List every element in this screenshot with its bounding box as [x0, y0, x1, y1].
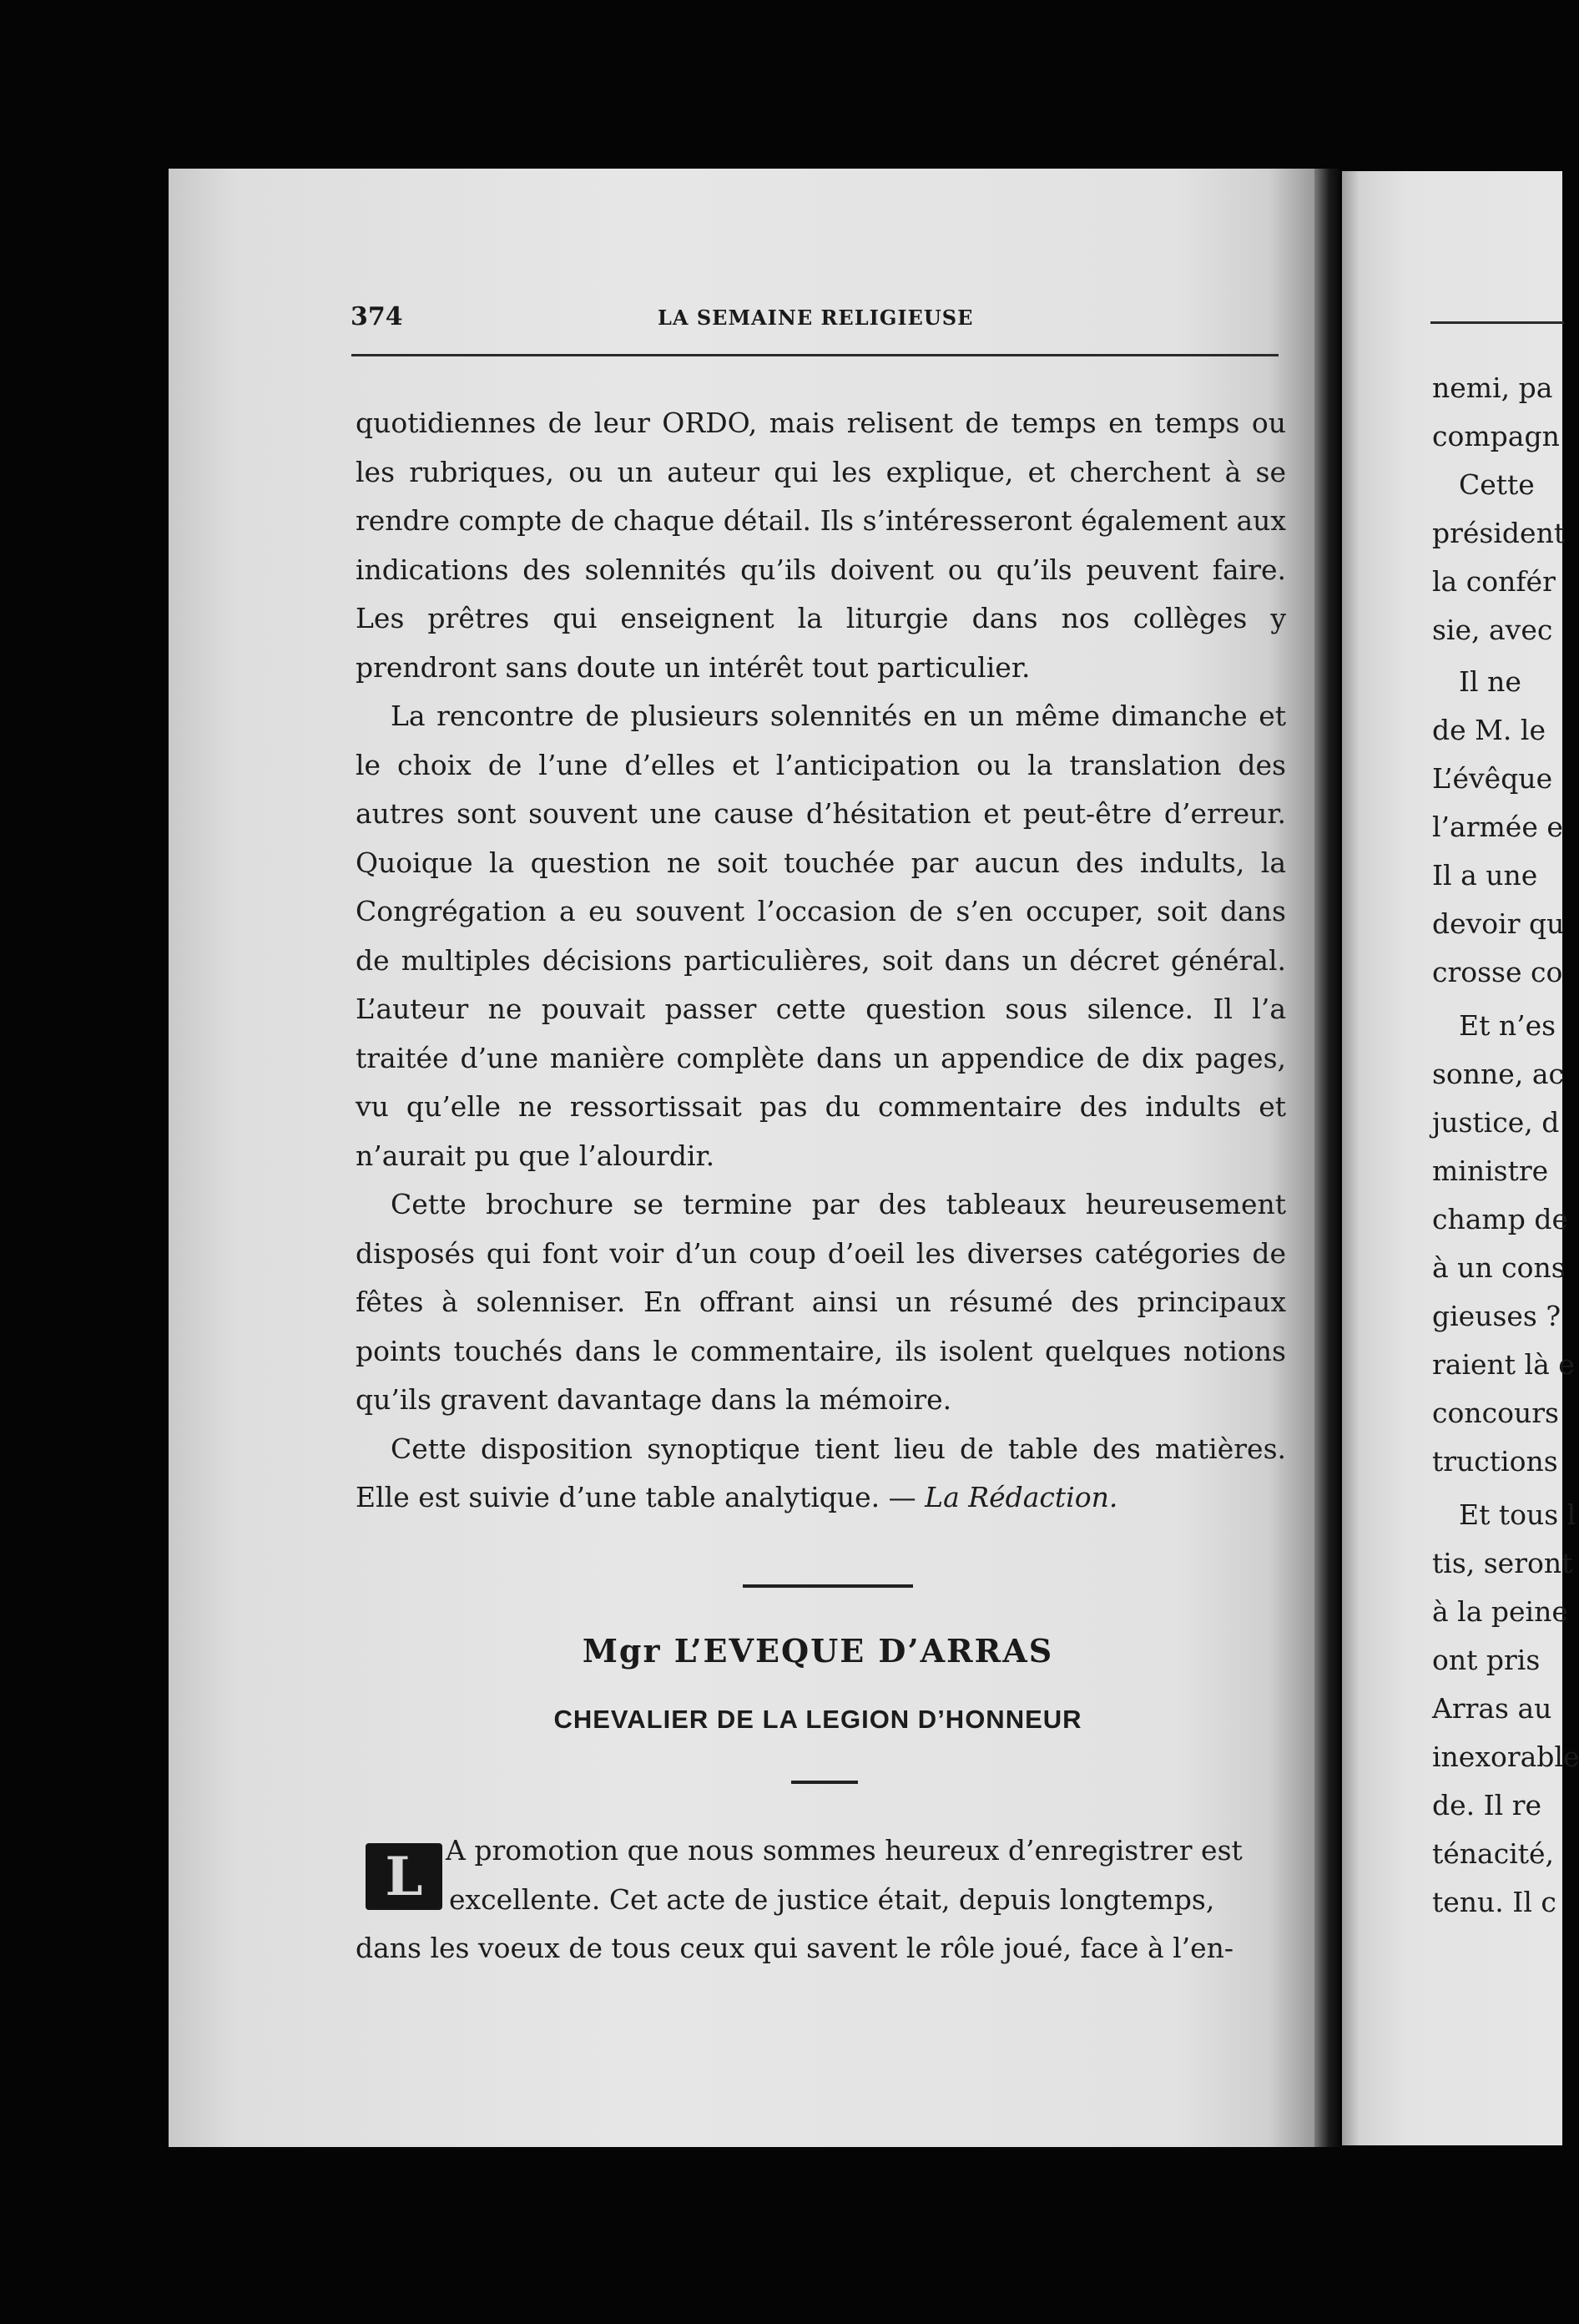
page-number: 374 [351, 302, 403, 331]
right-page-line: Il a une [1432, 859, 1538, 892]
right-page-line: devoir qu [1432, 907, 1565, 940]
right-page-line: crosse co [1432, 956, 1563, 988]
article-line-2: excellente. Cet acte de justice était, depuis longtemps, [449, 1882, 1215, 1916]
article-title: Mgr L’EVEQUE D’ARRAS [582, 1632, 1054, 1670]
article-opening [356, 1826, 1286, 1973]
paragraph-3: Cette brochure se termine par des tableaux heureusement disposés qui font voir d’un coup d’oeil les diverses catégories de fêtes à solenniser. En offrant ainsi un résumé des principaux points touchés dans le commentaire, ils isolent quelques notions qu’ils gravent davantage dans la mémoire. [356, 1188, 1286, 1416]
right-page-line: de. Il re [1432, 1789, 1542, 1821]
right-page-line: Il ne [1459, 665, 1521, 698]
right-page-line: tenu. Il c [1432, 1886, 1556, 1918]
right-page-line: à la peine [1432, 1595, 1568, 1628]
right-page-line: nemi, pa [1432, 371, 1553, 404]
right-page-line: l’armée e [1432, 811, 1563, 843]
right-page [1342, 171, 1579, 2145]
paragraph-4 [356, 1425, 1286, 1523]
right-page-line: concours [1432, 1397, 1559, 1429]
right-page-line: sonne, ac [1432, 1058, 1564, 1090]
right-page-line: tructions [1432, 1445, 1558, 1478]
article-line-1: A promotion que nous sommes heureux d’enregistrer est [446, 1834, 1243, 1867]
right-page-line: tis, seront [1432, 1547, 1573, 1579]
section-divider [743, 1584, 913, 1588]
drop-cap: L [366, 1843, 442, 1910]
right-page-line: de M. le [1432, 714, 1546, 746]
right-page-line: champ de [1432, 1203, 1568, 1235]
right-page-line: compagn [1432, 420, 1560, 452]
article-subtitle: CHEVALIER DE LA LEGION D’HONNEUR [553, 1705, 1082, 1734]
running-header [184, 302, 1277, 336]
paragraph-2: La rencontre de plusieurs solennités en un même dimanche et le choix de l’une d’elles et l’anticipation ou la translation des autres sont souvent une cause d’hésitation et peut-être d’erreur. Quoique la question ne soit touchée par aucun des indults, la Congrégation a eu souvent l’occasion de s’en occuper, soit dans de multiples décisions particulières, soit dans un décret général. L’auteur ne pouvait passer cette question sous silence. Il l’a traitée d’une manière complète dans un appendice de dix pages, vu qu’elle ne ressortissait pas du commentaire des indults et n’aurait pu que l’alourdir. [356, 700, 1286, 1172]
right-page-line: à un cons [1432, 1251, 1566, 1284]
right-page-line: ont pris [1432, 1644, 1541, 1676]
right-page-line: inexorable [1432, 1740, 1579, 1773]
right-page-line: ministre [1432, 1154, 1549, 1187]
right-page-line: président [1432, 517, 1566, 549]
right-page-line: L’évêque [1432, 762, 1553, 795]
right-page-line: justice, d [1432, 1106, 1560, 1139]
right-page-line: sie, avec [1432, 614, 1553, 646]
right-header-rule [1430, 321, 1564, 324]
article-line-3: dans les voeux de tous ceux qui savent le rôle joué, face à l’en- [356, 1932, 1234, 1964]
signature: La Rédaction. [925, 1481, 1118, 1513]
right-page-line: raient là e [1432, 1348, 1575, 1381]
title-divider [791, 1781, 858, 1784]
paragraph-1: quotidiennes de leur ORDO, mais relisent de temps en temps ou les rubriques, ou un auteur qui les explique, et cherchent à se rendre compte de chaque détail. Ils s’intéresseront également aux indications des solennités qu’ils doivent ou qu’ils peuvent faire. Les prêtres qui enseignent la liturgie dans nos collèges y prendront sans doute un intérêt tout particulier. [356, 407, 1286, 684]
header-rule [351, 354, 1279, 356]
right-page-line: ténacité, [1432, 1837, 1555, 1870]
book-gutter [1314, 169, 1339, 2147]
right-page-line: Arras au [1432, 1692, 1552, 1725]
right-page-line: Et tous l [1459, 1498, 1576, 1531]
body-text [356, 399, 1286, 1523]
right-page-line: gieuses ? [1432, 1300, 1561, 1332]
right-page-line: la confér [1432, 565, 1556, 598]
right-page-line: Et n’es [1459, 1009, 1556, 1042]
paragraph-4-text: Cette disposition synoptique tient lieu de table des matières. Elle est suivie d’une table analytique. — [356, 1432, 1286, 1513]
right-page-line: Cette [1459, 468, 1535, 501]
journal-title: LA SEMAINE RELIGIEUSE [658, 306, 974, 330]
